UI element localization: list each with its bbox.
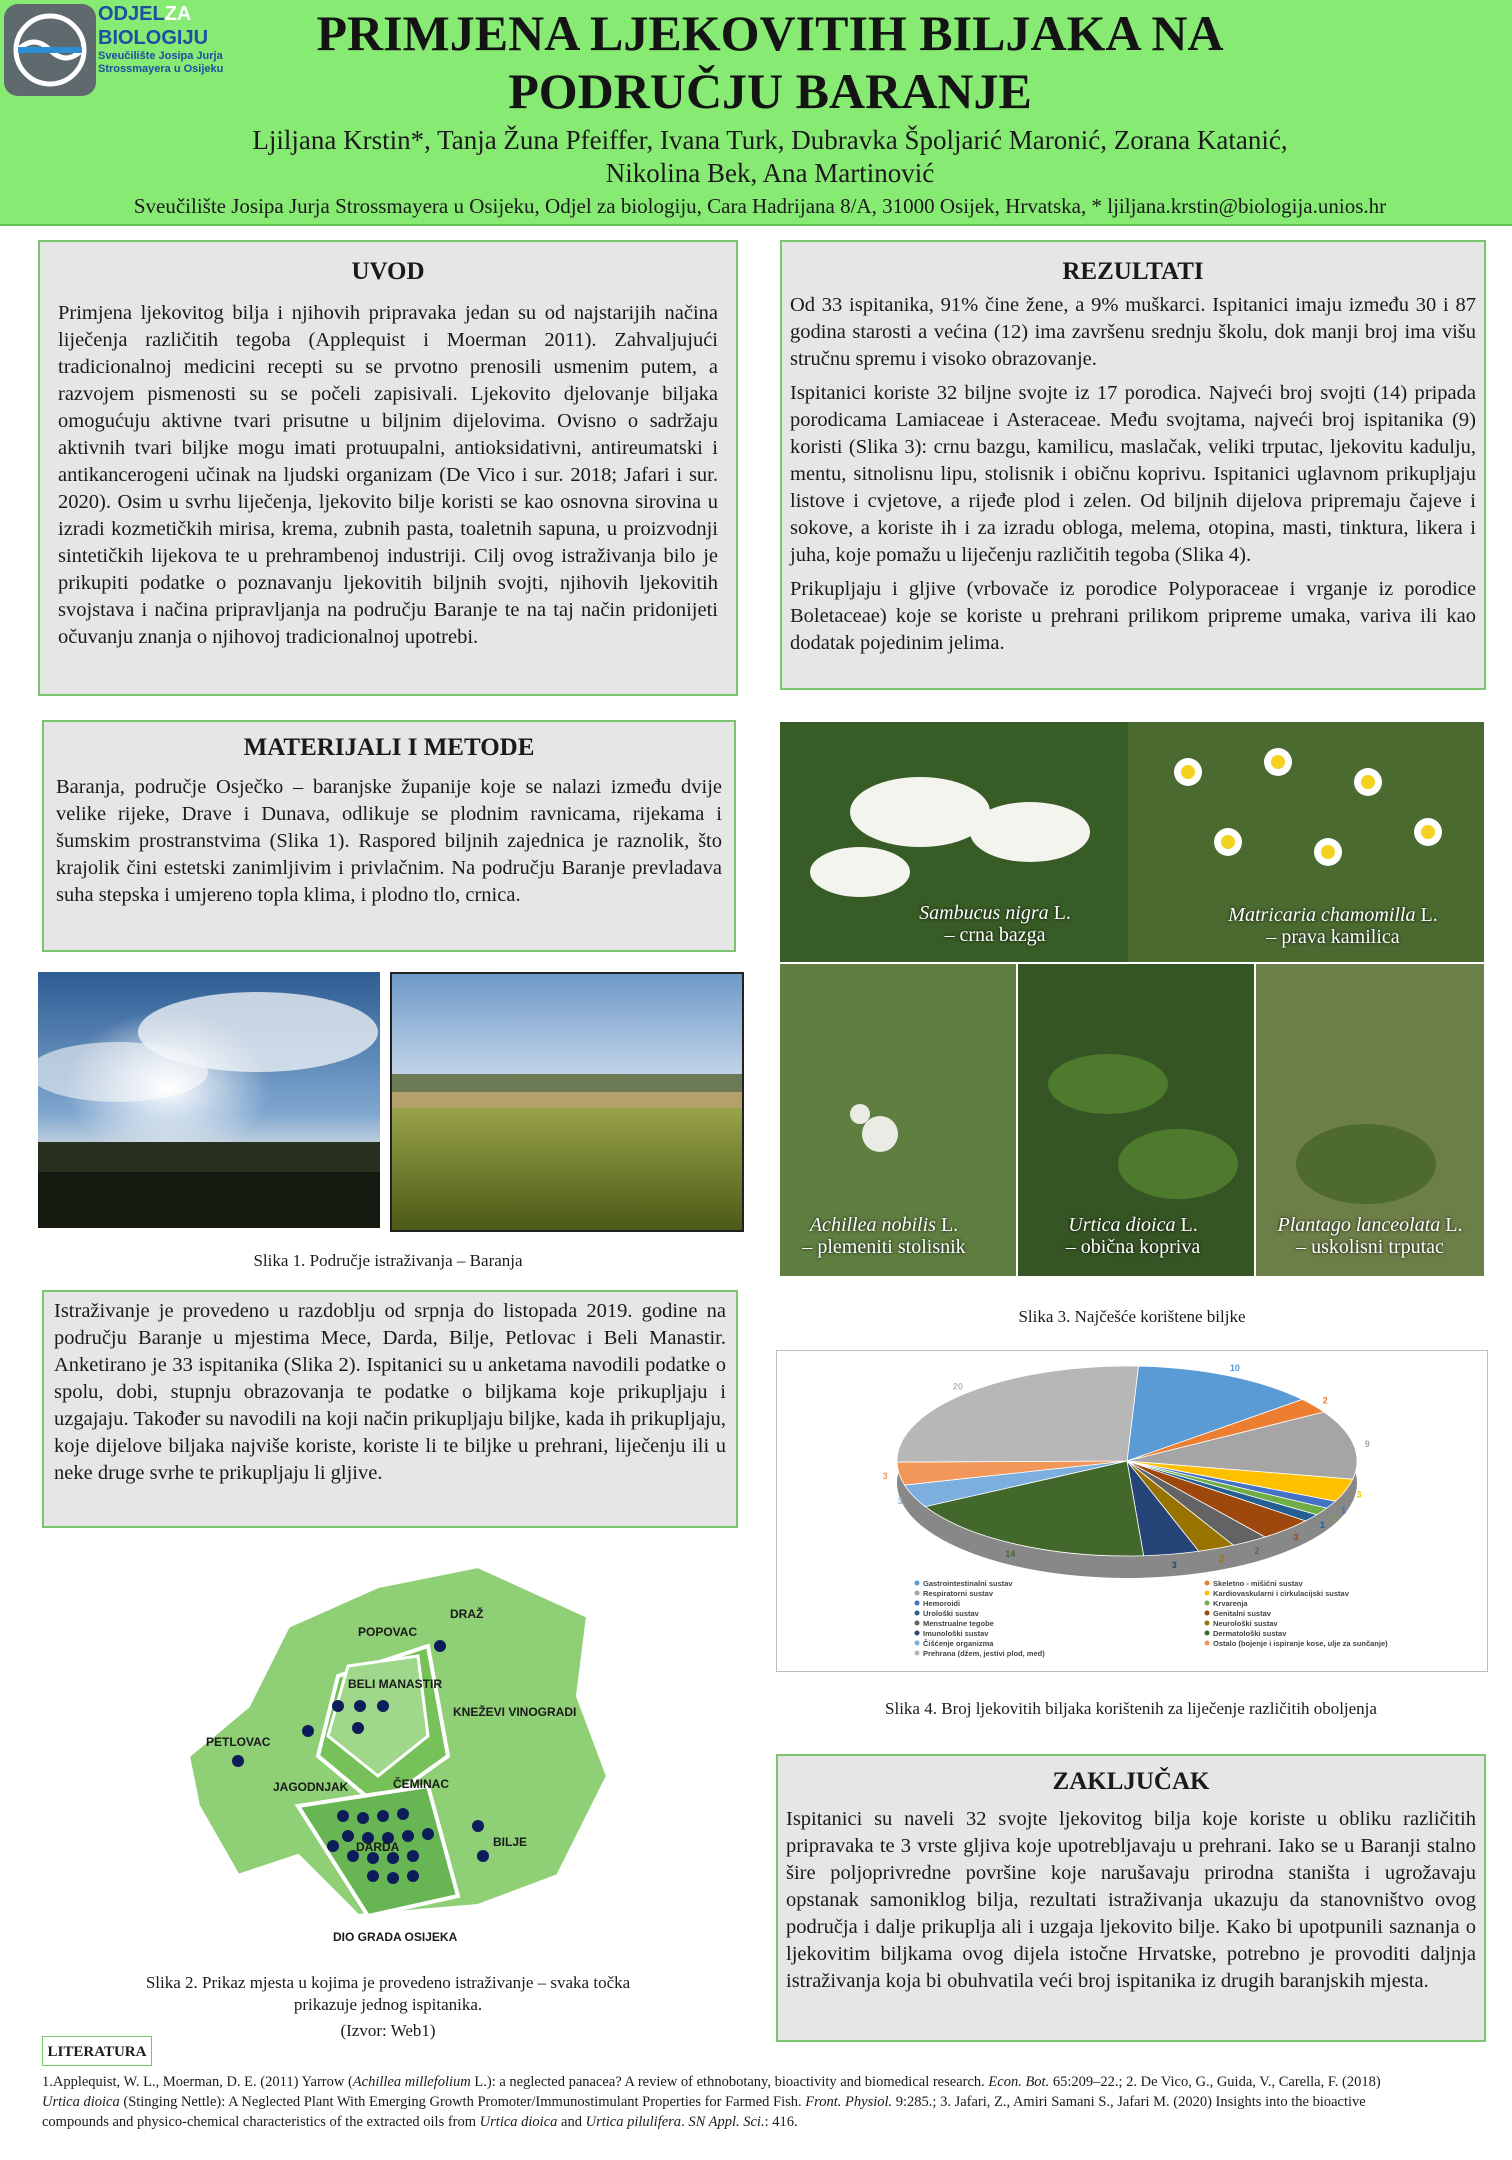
landscape-photo-sky [38, 972, 380, 1228]
pie-data-label: 3 [897, 1495, 903, 1506]
pie-chart [776, 1350, 1488, 1672]
plant-photo [780, 964, 1016, 1276]
map-label: DRAŽ [450, 1607, 484, 1621]
legend-entry: Kardiovaskularni i cirkulacijski sustav [1213, 1589, 1349, 1598]
pie-data-label: 1 [1319, 1519, 1325, 1530]
legend-swatch [1205, 1641, 1210, 1646]
authors: Ljiljana Krstin*, Tanja Žuna Pfeiffer, Ivana Turk, Dubravka Špoljarić Maronić, Zorana Katanić, Nikolina Bek, Ana Martinović [252, 125, 1288, 188]
poster-title: PRIMJENA LJEKOVITIH BILJAKA NA PODRUČJU BARANJE [316, 5, 1224, 119]
legend-swatch [915, 1601, 920, 1606]
legend-entry: Krvarenja [1213, 1599, 1248, 1608]
legend-swatch [1205, 1621, 1210, 1626]
legend-entry: Neurološki sustav [1213, 1619, 1278, 1628]
plant-label: Sambucus nigra L. – crna bazga [919, 902, 1071, 946]
map-label: KNEŽEVI VINOGRADI [453, 1705, 577, 1719]
section-text: Baranja, područje Osječko – baranjske županije koje se nalazi između dvije velike rijeke, Drave i Dunava, odlikuje se plodnim ravnicama, rijekama i šumskim prostranstvima (Slika 1). Raspored biljnih zajednica je raznolik, što krajolik čini estetski zanimljivim i privlačnim. Na području Baranje prevladava suha stepska i umjereno topla klima, i plodno tlo, crnica. [56, 776, 722, 906]
pie-data-label: 14 [1005, 1549, 1016, 1560]
plant-photo [1128, 722, 1484, 962]
legend-entry: Urološki sustav [923, 1609, 979, 1618]
section-text: Od 33 ispitanika, 91% čine žene, a 9% muškarci. Ispitanici imaju između 30 i 87 godina starosti a većina (12) ima završenu srednju školu, dok manji broj ima višu stručnu spremu i visoko obrazovanje. [790, 294, 1476, 370]
section-uvod [38, 240, 738, 696]
plant-label: Urtica dioica L. – obična kopriva [1065, 1214, 1201, 1258]
section-text: Istraživanje je provedeno u razdoblju od srpnja do listopada 2019. godine na području Baranje u mjestima Mece, Darda, Bilje, Petlovac i Beli Manastir. Anketirano je 33 ispitanika (Slika 2). Ispitanici su u anketama navodili podatke o spolu, dobi, stupnju obrazovanja te podatke o biljkama koje prikupljaju i uzgajaju. Također su navodili na koji način prikupljaju biljke, kada ih prikupljaju, koje dijelove biljaka najviše koriste, koriste li te biljke u prehrani, liječenju ili u neke druge svrhe te prikupljaju li gljive. [54, 1300, 726, 1484]
legend-swatch [915, 1581, 920, 1586]
legend-entry: Menstrualne tegobe [923, 1619, 994, 1628]
pie-data-label: 20 [952, 1381, 963, 1392]
pie-data-label: 3 [1171, 1560, 1177, 1571]
map-label: ČEMINAC [393, 1777, 449, 1791]
section-text: Prikupljaju i gljive (vrbovače iz porodice Polyporaceae i vrganje iz porodice Boletaceae) koje se koriste u prehrani prilikom pripreme umaka, variva ili kao dodatak pojedinim jelima. [790, 578, 1476, 654]
figure-caption-1: Slika 1. Područje istraživanja – Baranja [253, 1251, 523, 1270]
department-logo-icon [4, 4, 96, 96]
legend-swatch [915, 1591, 920, 1596]
section-zakljucak [776, 1754, 1486, 2042]
legend-entry: Respiratorni sustav [923, 1589, 994, 1598]
figure-caption-3: Slika 3. Najčešće korištene biljke [1018, 1307, 1246, 1326]
section-heading: ZAKLJUČAK [1052, 1768, 1210, 1795]
map-label: BILJE [493, 1835, 528, 1849]
logo-wordmark: ODJELZA BIOLOGIJU Sveučilište Josipa Jurja Strossmayera u Osijeku [98, 3, 224, 75]
baranja-map [178, 1556, 648, 1956]
section-text: Ispitanici koriste 32 biljne svojte iz 17 porodica. Najveći broj svojti (14) pripada porodicama Lamiaceae i Asteraceae. Među svojtama, najveći broj ispitanika (9) koristi (Slika 3): crnu bazgu, kamilicu, maslačak, veliki trputac, ljekovitu kadulju, mentu, sitnolisnu lipu, stolisnik i običnu koprivu. Ispitanici uglavnom prikupljaju listove i cvjetove, a rijeđe plod i zelen. Od biljnih dijelova pripremaju čajeve i sokove, a koriste ih i za izradu obloga, melema, otopina, masti, tinktura, likera i juha, koje pomažu u liječenju različitih tegoba (Slika 4). [790, 382, 1476, 566]
section-istrazivanje [42, 1290, 738, 1528]
plant-label: Plantago lanceolata L. – uskolisni trputac [1277, 1214, 1463, 1258]
map-label: POPOVAC [358, 1625, 418, 1639]
legend-swatch [915, 1651, 920, 1656]
pie-data-label: 10 [1229, 1362, 1240, 1373]
legend-entry: Ostalo (bojenje i ispiranje kose, ulje za sunčanje) [1213, 1639, 1388, 1648]
pie-data-label: 1 [1331, 1512, 1337, 1523]
section-materijali [42, 720, 736, 952]
legend-swatch [915, 1621, 920, 1626]
section-text: Primjena ljekovitog bilja i njihovih pripravaka jedan su od najstarijih načina liječenja različitih tegoba (Applequist i Moerman 2011). Zahvaljujući tradicionalnoj medicini recepti su se prvotno prenosili usmenim putem, a razvojem pismenosti su se počeli zapisivali. Ljekovito djelovanje biljaka omogućuju aktivne tvari prisutne u biljnim dijelovima. Ovisno o sadržaju aktivnih tvari biljke mogu imati protuupalni, antioksidativni, antireumatski i antikancerogeni učinak na ljudski organizam (De Vico i sur. 2018; Jafari i sur. 2020). Osim u svrhu liječenja, ljekovito bilje koristi se kao osnovna sirovina u izradi kozmetičkih mirisa, krema, zubnih pasta, toaletnih sapuna, u proizvodnji sintetičkih lijekova te u prehrambenoj industriji. Cilj ovog istraživanja bilo je prikupiti podatke o poznavanju ljekovitih biljnih svojti, njihovih ljekovitih svojstava i načina pripravljanja na području Baranje te na taj način pridonijeti očuvanju znanja o njihovoj tradicionalnoj upotrebi. [58, 302, 718, 648]
header-banner [0, 0, 1512, 226]
pie-data-label: 2 [1254, 1545, 1260, 1556]
map-label: BELI MANASTIR [348, 1677, 442, 1691]
plant-label: Matricaria chamomilla L. – prava kamilica [1228, 904, 1438, 948]
pie-data-label: 3 [1356, 1489, 1362, 1500]
map-label: DIO GRADA OSIJEKA [333, 1930, 458, 1944]
map-label: DARDA [356, 1840, 400, 1854]
pie-data-label: 3 [882, 1470, 888, 1481]
affiliation: Sveučilište Josipa Jurja Strossmayera u Osijeku, Odjel za biologiju, Cara Hadrijana 8/A, 31000 Osijek, Hrvatska, * ljiljana.krstin@biologija.unios.hr [133, 194, 1387, 218]
legend-swatch [1205, 1591, 1210, 1596]
plant-photo [780, 722, 1128, 962]
legend-entry: Genitalni sustav [1213, 1609, 1271, 1618]
figure-caption-4: Slika 4. Broj ljekovitih biljaka korištenih za liječenje različitih oboljenja [885, 1699, 1377, 1718]
pie-data-label: 3 [1293, 1532, 1299, 1543]
pie-data-label: 1 [1341, 1505, 1347, 1516]
plant-photo [1018, 964, 1254, 1276]
landscape-photo-field [390, 972, 744, 1232]
legend-swatch [915, 1611, 920, 1616]
section-heading: MATERIJALI I METODE [243, 734, 535, 761]
legend-entry: Čišćenje organizma [923, 1639, 994, 1648]
section-rezultati [780, 240, 1486, 690]
map-label: JAGODNJAK [273, 1780, 349, 1794]
legend-swatch [1205, 1601, 1210, 1606]
legend-entry: Dermatološki sustav [1213, 1629, 1287, 1638]
legend-swatch [915, 1631, 920, 1636]
section-text: Ispitanici su naveli 32 svojte ljekovitog bilja koje koriste u obliku različitih pripravaka te 3 vrste gljiva koje upotrebljavaju u prehrani. Iako se u Baranji stalno šire poljoprivredne površine koje narušavaju prirodna staništa i ugrožavaju opstanak samoniklog bilja, rezultati istraživanja ukazuju da stanovništvo ovog područja i dalje prikuplja ali i uzgaja ljekovito bilje. Kako bi upotpunili saznanja o ljekovitim biljkama ovog dijela istočne Hrvatske, potrebno je provoditi daljnja istraživanja koja bi obuhvatila veći broj ispitanika iz drugih baranjskih mjesta. [786, 1808, 1476, 1992]
map-label: PETLOVAC [206, 1735, 271, 1749]
section-heading: REZULTATI [1062, 258, 1204, 285]
pie-data-label: 2 [1219, 1553, 1225, 1564]
references: 1.Applequist, W. L., Moerman, D. E. (2011) Yarrow (Achillea millefolium L.): a neglected panacea? A review of ethnobotany, bioactivity and biomedical research. Econ. Bot. 65:209–22.; 2. De Vico, G., Guida, V., Carella, F. (2018) Urtica dioica (Stinging Nettle): A Neglected Plant With Emerging Growth Promoter/Immunostimulant Properties for Farmed Fish. Front. Physiol. 9:285.; 3. Jafari, Z., Amiri Samani S., Jafari M. (2020) Insights into the bioactive compounds and physico-chemical characteristics of the extracted oils from Urtica dioica and Urtica pilulifera. SN Appl. Sci.: 416. [42, 2074, 1381, 2130]
pie-data-label: 9 [1364, 1438, 1370, 1449]
section-heading: UVOD [351, 258, 425, 285]
legend-entry: Hemoroidi [923, 1599, 961, 1608]
plant-label: Achillea nobilis L. – plemeniti stolisnik [802, 1214, 966, 1258]
pie-data-label: 2 [1322, 1395, 1328, 1406]
pie-slice [897, 1366, 1138, 1462]
legend-entry: Prehrana (džem, jestivi plod, med) [923, 1649, 1045, 1658]
pie-chart-svg [777, 1351, 1485, 1669]
legend-swatch [1205, 1611, 1210, 1616]
legend-swatch [1205, 1631, 1210, 1636]
legend-swatch [1205, 1581, 1210, 1586]
plant-photo [1256, 964, 1484, 1276]
legend-entry: Skeletno - mišićni sustav [1213, 1579, 1303, 1588]
legend-swatch [915, 1641, 920, 1646]
legend-entry: Gastrointestinalni sustav [923, 1579, 1013, 1588]
legend-entry: Imunološki sustav [923, 1629, 989, 1638]
figure-caption-2: Slika 2. Prikaz mjesta u kojima je provedeno istraživanje – svaka točka prikazuje jednog ispitanika. (Izvor: Web1) [145, 1973, 631, 2040]
references-label: LITERATURA [42, 2036, 152, 2066]
